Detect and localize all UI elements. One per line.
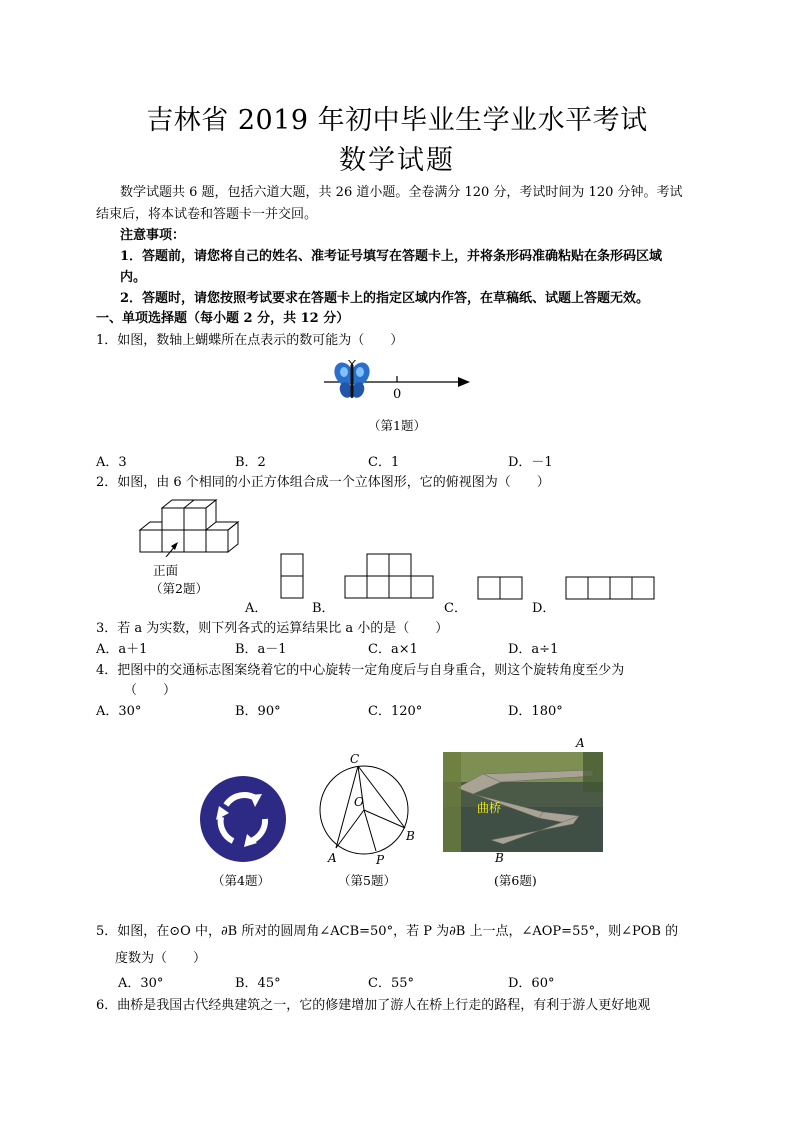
point-b-label: B [406,829,415,843]
q3-option-d: D．a÷1 [508,642,559,657]
point-c-label: C [350,752,360,766]
front-label: 正面 [153,563,179,578]
exam-title: 吉林省 2019 年初中毕业生学业水平考试 [146,105,648,136]
q2-option-a: A． [245,601,268,616]
q4-stem-line-1: 4．把图中的交通标志图案绕着它的中心旋转一定角度后与自身重合，则这个旋转角度至少为 [96,663,625,678]
q1-number-line-figure [322,360,472,404]
q5-option-c: C．55° [368,976,414,991]
q4-caption: （第4题） [212,873,270,888]
exam-subtitle: 数学试题 [339,145,455,176]
zero-label: 0 [393,387,402,402]
notice-2: 2．答题时，请您按照考试要求在答题卡上的指定区域内作答，在草稿纸、试题上答题无效。 [120,291,650,306]
butterfly-icon [331,360,373,400]
intro-line-1: 数学试题共 6 题，包括六道大题，共 26 道小题。全卷满分 120 分，考试时间为 120 分钟。考试 [120,185,683,200]
q5-option-b: B．45° [235,976,281,991]
q3-stem: 3．若 a 为实数，则下列各式的运算结果比 a 小的是（ ） [96,621,449,636]
q3-option-b: B．a－1 [235,642,287,657]
q2-option-b-figure [344,553,436,601]
q2-option-c: C． [444,601,467,616]
q4-option-b: B．90° [235,704,281,719]
q5-caption: （第5题） [338,873,396,888]
q2-option-a-figure [280,553,306,601]
point-o-label: O [354,795,364,809]
q2-stem: 2．如图，由 6 个相同的小正方体组合成一个立体图形，它的俯视图为（ ） [96,475,550,490]
q5-option-d: D．60° [508,976,555,991]
q2-caption: （第2题） [150,581,208,596]
q2-option-d: D． [532,601,556,616]
q4-option-c: C．120° [368,704,423,719]
q1-option-b: B．2 [235,455,266,470]
q2-option-c-figure [477,576,525,602]
point-a-label: A [328,851,337,865]
number-line-arrow [458,377,470,387]
section-1-heading: 一、单项选择题（每小题 2 分，共 12 分） [96,311,350,326]
notice-1-line-1: 1．答题前，请您将自己的姓名、准考证号填写在答题卡上，并将条形码准确粘贴在条形码区域 [120,249,663,264]
bridge-label: 曲桥 [477,801,502,815]
q4-stem-line-2: （ ） [124,683,177,698]
q2-option-d-figure [565,576,657,602]
bridge-point-a-label: A [576,736,585,750]
q6-stem: 6．曲桥是我国古代经典建筑之一，它的修建增加了游人在桥上行走的路程，有利于游人更好地观 [96,998,651,1013]
roundabout-sign-icon [199,775,287,863]
q1-stem: 1．如图，数轴上蝴蝶所在点表示的数可能为（ ） [96,333,404,348]
q3-option-a: A．a＋1 [96,642,148,657]
notice-1-line-2: 内。 [120,270,147,285]
bridge-point-b-label: B [495,851,504,865]
q4-option-a: A．30° [96,704,142,719]
q5-stem-line-1: 5．如图，在⊙O 中，∂B 所对的圆周角∠ACB=50°，若 P 为∂B 上一点，∠AOP=55°，则∠POB 的 [96,924,679,939]
point-p-label: P [376,853,385,867]
q1-option-c: C．1 [368,455,400,470]
q5-option-a: A．30° [118,976,164,991]
q2-cube-figure [138,495,248,557]
intro-line-2: 结束后，将本试卷和答题卡一并交回。 [96,207,318,222]
bridge-photo [443,752,603,852]
q5-stem-line-2: 度数为（ ） [115,951,207,966]
q1-caption: （第1题） [368,418,426,433]
q4-option-d: D．180° [508,704,563,719]
q2-option-b: B． [312,601,335,616]
q1-option-a: A．3 [96,455,127,470]
notice-title: 注意事项： [120,228,186,243]
q6-caption: (第6题) [494,873,537,888]
q1-option-d: D．－1 [508,455,553,470]
q5-circle-figure [310,748,422,868]
q3-option-c: C．a×1 [368,642,418,657]
